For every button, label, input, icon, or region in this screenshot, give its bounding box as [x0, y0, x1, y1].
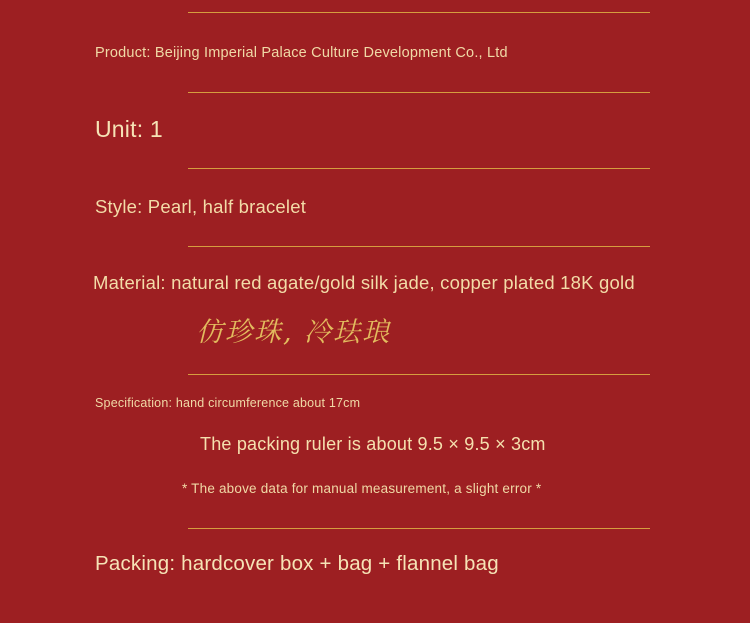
divider-before-packing: [188, 528, 650, 529]
divider-after-product: [188, 92, 650, 93]
material-chinese-line: 仿珍珠, 冷珐琅: [196, 317, 392, 348]
divider-top: [188, 12, 650, 13]
packing-ruler-line: The packing ruler is about 9.5 × 9.5 × 3cm: [200, 434, 546, 454]
specification-line: Specification: hand circumference about 17cm: [95, 396, 361, 410]
divider-after-material: [188, 374, 650, 375]
divider-after-unit: [188, 168, 650, 169]
divider-after-style: [188, 246, 650, 247]
product-line: Product: Beijing Imperial Palace Culture Development Co., Ltd: [95, 45, 508, 61]
packing-line: Packing: hardcover box + bag + flannel bag: [95, 552, 499, 575]
measurement-note: * The above data for manual measurement, a slight error *: [182, 481, 542, 496]
unit-line: Unit: 1: [95, 116, 163, 142]
material-line: Material: natural red agate/gold silk jade, copper plated 18K gold: [93, 272, 635, 293]
style-line: Style: Pearl, half bracelet: [95, 196, 307, 217]
